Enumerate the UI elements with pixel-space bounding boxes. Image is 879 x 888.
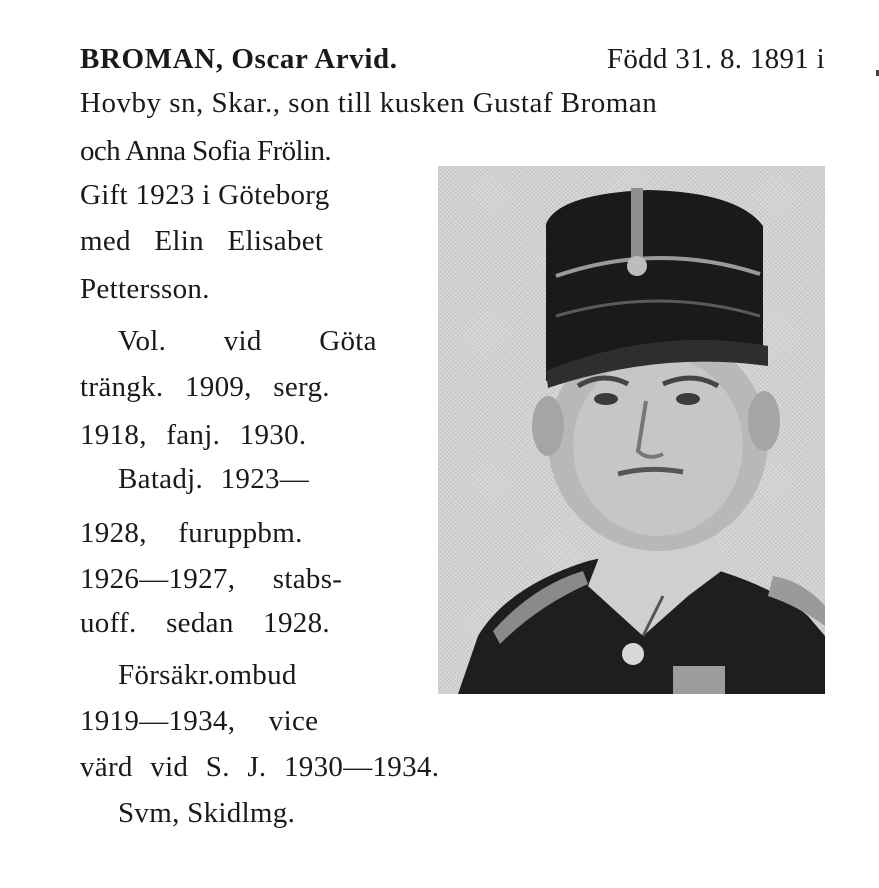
text-line-8: trängk. 1909, serg. — [80, 371, 330, 403]
text-line-15: 1919—1934, vice — [80, 705, 319, 737]
left-ear — [532, 396, 564, 456]
right-eye — [676, 393, 700, 405]
entry-heading-line — [80, 42, 825, 76]
text-line-11: 1928, furuppbm. — [80, 517, 303, 549]
text-line-14: Försäkr.ombud — [118, 659, 297, 691]
text-line-3: och Anna Sofia Frölin. — [80, 135, 332, 167]
portrait-illustration — [438, 166, 825, 694]
text-line-6: Pettersson. — [80, 273, 210, 305]
uniform-button — [622, 643, 644, 665]
right-ear — [748, 391, 780, 451]
text-line-9: 1918, fanj. 1930. — [80, 419, 307, 451]
text-line-12: 1926—1927, stabs- — [80, 563, 343, 595]
text-line-13: uoff. sedan 1928. — [80, 607, 330, 639]
text-line-17: Svm, Skidlmg. — [118, 797, 296, 829]
portrait-photo — [438, 166, 825, 694]
cap-cockade — [627, 256, 647, 276]
text-line-5: med Elin Elisabet — [80, 225, 324, 257]
birth-text: Född 31. 8. 1891 i — [606, 43, 825, 75]
text-line-7: Vol. vid Göta — [118, 325, 377, 357]
text-line-16: värd vid S. J. 1930—1934. — [80, 751, 440, 783]
text-line-10: Batadj. 1923— — [118, 463, 310, 495]
text-line-4: Gift 1923 i Göteborg — [80, 179, 330, 211]
left-eye — [594, 393, 618, 405]
text-line-2: Hovby sn, Skar., son till kusken Gustaf Broman — [80, 87, 658, 119]
medal-ribbon — [673, 666, 725, 694]
person-name: BROMAN, Oscar Arvid. — [80, 43, 398, 75]
